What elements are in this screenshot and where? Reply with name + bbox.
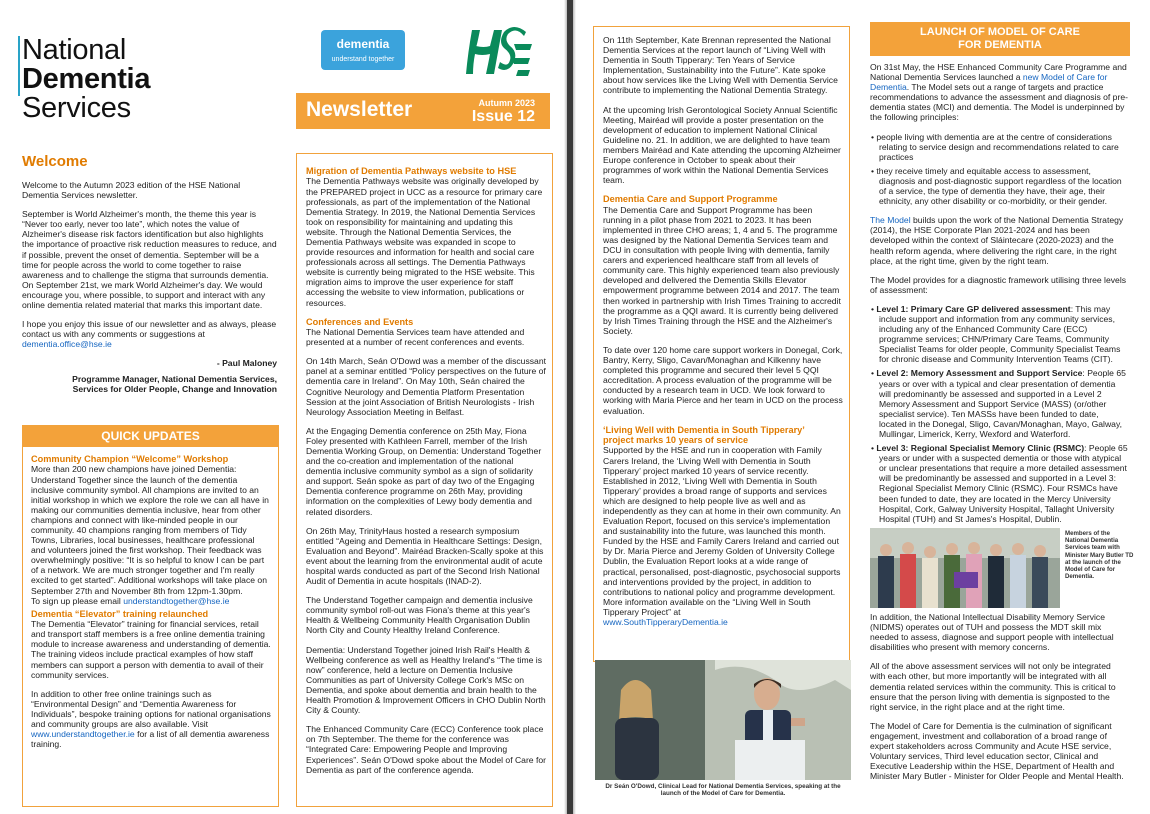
page-fold-shadow [573,0,576,814]
understand-together-email-link[interactable]: understandtogether@hse.ie [123,595,230,606]
logo-line-3: Services [22,92,131,124]
report-launch-text: On 11th September, Kate Brennan represented the National Dementia Services at the report launch of “Living Well with Dementia in South Tipperary: Ten Years of Service Implementation, Sustainability into the Future”. Kate spoke about how services like the Living Well with Dementia Service contribute to implementing the National Dementia Strategy. [603,35,838,96]
pathways-migration-heading: Migration of Dementia Pathways website to HSE [306,166,517,176]
model-of-care-title-line-1: LAUNCH OF MODEL OF CARE [920,26,1080,38]
level-1-heading: Level 1: Primary Care GP delivered assessment [876,303,1071,314]
level-2-heading: Level 2: Memory Assessment and Support Service [876,368,1083,379]
signature-name: - Paul Maloney [216,358,277,369]
signature-role-1: Programme Manager, National Dementia Services, [72,373,277,384]
diagnostic-framework-text: The Model provides for a diagnostic framework utilising three levels of assessment: [870,274,1127,295]
care-support-text: The Dementia Care and Support Programme has been running in a pilot phase from 2021 to 2023. It has been implemented in three CHO areas; 1, 4 and 5. The programme was designed by the National Dementia Services team and DCU in consultation with people living with dementia, family carers and experienced healthcare staff from all levels of community care. This highly experienced team also previously developed and delivered the Dementia Skills Elevator empowerment programme between 2014 and 2017. The team then worked in partnership with Irish Times Training to accredit the programme as a QQI award. It is currently being delivered by Irish Times Training through the HSE and the Alzheimer's Society. [603,204,841,336]
edition-label: Autumn 2023 [478,98,535,108]
conferences-paragraph-trinityhaus: On 26th May, TrinityHaus hosted a research symposium entitled “Ageing and Dementia in Healthcare Settings: Design, Evaluation and Beyond”. Mairéad Bracken-Scally spoke at this event about the learning from the environmental audit of acute hospital wards conducted as part of the Second Irish National Audit of Dementia in acute hospitals (INAD-2). [306,525,544,587]
conferences-paragraph-march: On 14th March, Seán O'Dowd was a member of the discussant panel at a seminar entitled “Policy perspectives on the future of dementia care in Ireland”. On May 10th, Seán chaired the Cognitive Neurology and Dementia Platform Presentation Session at the joint Association of British Neurologists - Irish Neurology Association Meeting in Belfast. [306,356,546,417]
newsletter-page-2 [573,0,1150,814]
model-of-care-title [870,22,1130,56]
team-photo-illustration [870,528,1060,608]
quick-updates-body [31,454,271,758]
conferences-intro-text: The National Dementia Services team have attended and presented at a number of recent conferences and events. [306,327,525,348]
newsletter-title: Newsletter [306,98,413,121]
other-trainings-text: In addition to other free online trainings such as “Environmental Design” and “Dementia Awareness for Individuals”, bespoke training options for national organisations and community groups are also available. Visit [31,688,271,729]
level-2-bullet: • Level 2: Memory Assessment and Support Service: People 65 years or over with a typical and clear presentation of dementia will predominantly be assessed and supported in a Level 2 Memory Assessment and Support Service (MASS) (or/other specialist service). Ten MASSs have been funded to date, located in the Donegal, Sligo, Cavan/Monaghan, Mayo, Galway, Mullingar, Limerick, Kerry, Wexford and Waterford. [871,368,1126,439]
level-3-text: : People 65 years or under with a suspected dementia or those with atypical or unclear presentations that require a more detailed assessment will be predominantly be assessed and supported in a Level 3: Regional Specialist Memory Clinic (RSMC). Four RSMCs have been funded to date, they are located in the Mercy University Hospital, Cork, Galway University Hospital, Tallaght University Hospital (TUH) and St James's Hospital, Dublin. [879,443,1128,524]
welcome-paragraph-1: Welcome to the Autumn 2023 edition of the HSE National Dementia Services newsletter. [22,180,241,201]
home-care-workers-text: To date over 120 home care support workers in Donegal, Cork, Bantry, Kerry, Sligo, Cavan/Monaghan and Kilkenny have completed this programme and secured their level 5 QQI accreditation. A process evaluation of the programme will be conducted by a research team in UCD. We look forward to working with Maria Pierce and her team in UCD on the process evaluation. [603,344,843,416]
level-2-text: : People 65 years or over with a typical and clear presentation of dementia will predominantly be assessed and supported in a Level 2 Memory Assessment and Support Service (MASS) (or/other specialist service). Ten MASSs have been funded to date, located in the Donegal, Sligo, Cavan/Monaghan, Mayo, Galway, Mullingar, Limerick, Kerry, Wexford and Waterford. [879,368,1126,439]
signup-text: To sign up please email [31,595,121,606]
quick-updates-title: QUICK UPDATES [23,426,278,447]
champion-workshop-heading: Community Champion “Welcome” Workshop [31,454,229,464]
model-builds-text: builds upon the work of the National Dementia Strategy (2014), the HSE Corporate Plan 2021-2024 and has been developed within the context of Sláintecare (2020-2023) and the health reform agenda, where delivering the right care, in the right place, at the right time, given by the right team. [870,215,1124,266]
speaker-photo-illustration [595,660,851,780]
model-launch-text-cont: . The Model sets out a range of targets and practice recommendations to advance the assessment and diagnosis of pre-dementia states (MCI) and dementia. The Model is underpinned by the following principles: [870,82,1128,123]
welcome-paragraph-2: September is World Alzheimer's month, the theme this year is “Never too early, never too late”, which notes the value of Alzheimer's disease risk factors identification but also highlights the importance of proactive risk reduction measures to reduce, and if possible, prevent the onset of dementia. September will be a time for people across the world to come together to raise awareness and to challenge the stigma that surrounds dementia. On September 21st, we mark World Alzheimer's day. We would encourage you, where possible, to support and interact with any online dementia related material that marks this important date. [22,209,277,311]
dementia-understand-together-logo [321,30,405,70]
level-3-heading: Level 3: Regional Specialist Memory Clinic (RSMC) [876,443,1085,454]
principle-bullet-1: • people living with dementia are at the centre of considerations relating to service design and recommendations related to care practices [871,131,1119,162]
logo-tagline: understand together [331,56,395,63]
champion-workshop-text: More than 200 new champions have joined Dementia: Understand Together since the launch of the dementia inclusive community symbol. All champions are invited to an initial workshop in which we explore the role we can all have in making our communities dementia inclusive, hear from other champions and connect with like-minded people in our community. 40 champions ranging from members of Tidy Towns, Libraries, local businesses, healthcare professional and volunteers joined the first workshop. Their feedback was overwhelmingly positive: “It is so helpful to know I can be part of a network. We are much stronger together and I'm really excited to get started”. Additional workshops will take place on September 27th and November 8th from 12pm-1.30pm. [31,464,269,596]
understand-together-url-link[interactable]: www.understandtogether.ie [31,729,135,740]
south-tipperary-link[interactable]: www.SouthTipperaryDementia.ie [603,617,728,627]
other-trainings-tail: for a list of all dementia awareness training. [31,729,270,750]
logo-accent-bar [18,36,30,96]
conferences-paragraph-irish-rail: Dementia: Understand Together joined Irish Rail's Health & Wellbeing conference as well as Healthy Ireland's “The time is now” conference, held a lecture on Dementia Inclusive Communities as part of University College Cork's MSc on Dementia, and spoke about dementia and brain health to the Health Promotion & Improvement Officers in CHO Dublin North City & County. [306,644,546,716]
principle-bullet-2-text: they receive timely and equitable access to assessment, diagnosis and post-diagnostic support regardless of the location of a service, the type of dementia they have, their age, their ethnicity, any other disability or co-morbidity, or their gender. [876,165,1122,207]
conferences-paragraph-engaging: At the Engaging Dementia conference on 25th May, Fiona Foley presented with Kathleen Farrell, member of the Irish Dementia Working Group, on Dementia: Understand Together and the co-creation and implementation of the national dementia inclusive community symbol as a sign of solidarity and support. Seán spoke as part of day two of the Engaging Dementia conference programme on 26th May, providing information on the complexities of Lewy body dementia and related disorders. [306,425,542,517]
living-well-heading-line-1: ‘Living Well with Dementia in South Tipperary’ [603,424,805,435]
elevator-training-heading: Dementia “Elevator” training relaunched [31,608,209,619]
team-photo [870,528,1060,608]
logo-line-1: National [22,34,126,66]
level-1-text: : This may include support and information from any community services, including any of the Enhanced Community Care (ECC) programme services; CHN/Primary Care Teams, Community Specialist Teams for older people, Community Specialist Teams for chronic disease and Community Intervention Teams (CIT). [879,303,1121,365]
quick-updates-box [22,425,279,807]
page2-left-body [603,35,843,627]
conferences-paragraph-ecc: The Enhanced Community Care (ECC) Conference took place on 7th September. The theme for the conference was “Integrated Care: Empowering People and Improving Experiences”. Seán O'Dowd spoke about the Model of Care for Dementia as part of the conference agenda. [306,724,547,775]
dementia-pathways-conferences-box [296,153,553,807]
hse-logo [458,22,534,82]
middle-column-body [306,166,546,784]
national-dementia-services-logo [22,36,210,136]
care-support-heading: Dementia Care and Support Programme [603,194,778,205]
conferences-events-heading: Conferences and Events [306,316,414,327]
signature-role-2: Services for Older People, Change and Innovation [72,383,277,394]
model-launch-text: On 31st May, the HSE Enhanced Community Care Programme and National Dementia Services launched a [870,62,1127,83]
welcome-section [22,180,277,394]
integration-text: All of the above assessment services will not only be integrated with each other, but more importantly will be integrated with all dementia related services within the community. This is critical to ensure that the person living with dementia is signposted to the right service, in the right place and at the right time. [870,661,1116,712]
gerontological-meeting-text: At the upcoming Irish Gerontological Society Annual Scientific Meeting, Mairéad will provide a poster presentation on the development of education to implement National Clinical Guideline no. 21. In addition, we are delighted to have team members Mairéad and Kate attending the upcoming Alzheimer Europe conference in October to speak about their programmes of work within the National Dementia Services team. [603,104,841,186]
welcome-paragraph-3: I hope you enjoy this issue of our newsletter and as always, please contact us with any comments or suggestions at [22,319,277,340]
living-well-text: Supported by the HSE and run in cooperation with Family Carers Ireland, the ‘Living Well with Dementia in South Tipperary’ project marked 10 years of service recently. Established in 2012, ‘Living Well with Dementia in South Tipperary’ provides a broad range of supports and services which are designed to help people live as well and as independently as they can at home in their own community. An Evaluation Report, focused on this service's implementation and sustainability into the future, was launched this month. Funded by the HSE and Family Carers Ireland and carried out by Dr. Maria Pierce and Jeremy Golden of University College Dublin, the Evaluation Report looks at a wide range of practical, personalised, post-diagnostic, psychosocial supports and interventions provided by the project, in addition to contributions to national policy and programme development. More information available on the “Living Well in South Tipperary Project” at [603,445,841,617]
model-of-care-body [870,62,1128,533]
nidms-text: In addition, the National Intellectual Disability Memory Service (NIDMS) operates out of TUH and possess the MDT skill mix needed to assess, diagnose and support people with intellectual disabilities who present with memory concerns. [870,612,1114,653]
team-photo-caption: Members of the National Dementia Services team with Minister Mary Butler TD at the launch of the Model of Care for Dementia. [1065,530,1134,581]
newsletter-masthead [296,93,550,129]
model-of-care-conclusion [870,612,1128,781]
pathways-migration-text: The Dementia Pathways website was originally developed by the PREPARED project in UCC as a resource for primary care professionals, as part of the implementation of the National Dementia Strategy. In 2019, the National Dementia Services took on responsibility for maintaining and updating this website. Through the National Dementia Services, the Dementia Pathways website was expanded in scope to provide resources and information for health and social care professionals across all settings. The Dementia Pathways website is currently being migrated to the HSE website. This migration aims to improve the user experience for staff accessing the website to view information, publications or resources. [306,176,543,308]
welcome-email-link[interactable]: dementia.office@hse.ie [22,339,112,350]
model-of-care-title-line-2: FOR DEMENTIA [958,39,1042,51]
welcome-heading: Welcome [22,153,88,170]
living-well-heading-line-2: project marks 10 years of service [603,435,749,445]
care-support-box [593,26,850,662]
speaker-photo-caption: Dr Seán O'Dowd, Clinical Lead for National Dementia Services, speaking at the launch of the Model of Care for Dementia. [605,783,841,798]
logo-line-2: Dementia [22,63,151,95]
speaker-photo [595,660,851,780]
new-model-of-care-link[interactable]: new Model of Care for Dementia [870,72,1108,93]
conferences-paragraph-campaign: The Understand Together campaign and dementia inclusive community symbol roll-out was Fiona's theme at this year's Health & Wellbeing Community Health Organisation Dublin North City and County Healthy Ireland Conference. [306,595,533,636]
level-3-bullet: • Level 3: Regional Specialist Memory Clinic (RSMC): People 65 years or under with a suspected dementia or those with atypical or unclear presentations that require a more detailed assessment will be predominantly be assessed and supported in a Level 3: Regional Specialist Memory Clinic (RSMC). Four RSMCs have been funded to date, they are located in the Mercy University Hospital, Cork, Galway University Hospital, Tallaght University Hospital (TUH) and St James's Hospital, Dublin. [871,443,1128,524]
issue-label: Issue 12 [471,108,535,125]
the-model-link[interactable]: The Model [870,215,911,226]
level-1-bullet: • Level 1: Primary Care GP delivered assessment: This may include support and information from any community services, including any of the Enhanced Community Care (ECC) programme services; CHN/Primary Care Teams, Community Specialist Teams for older people, Community Specialist Teams for chronic disease and Community Intervention Teams (CIT). [871,303,1121,365]
culmination-text: The Model of Care for Dementia is the culmination of significant engagement, investment and collaboration of a broad range of expert stakeholders across Community and Acute HSE service, Voluntary services, Third level education sector, Clinical and Executive Leadership within the HSE, Department of Health and Minister Mary Butler - Minister for Older People and Mental Health. [870,720,1124,782]
hse-logo-text: HSE [494,80,498,81]
principle-bullet-2: • they receive timely and equitable access to assessment, diagnosis and post-diagnostic support regardless of the location of a service, the type of dementia they have, their age, their ethnicity, any other disability or co-morbidity, or their gender. [871,165,1122,207]
principle-bullet-1-text: people living with dementia are at the centre of considerations relating to service design and recommendations related to care practices [876,131,1119,162]
elevator-training-text: The Dementia “Elevator” training for financial services, retail and transport staff members is a free online dementia training module to increase awareness and understanding of dementia. The training videos include practical examples of how staff members can support a person with dementia to avail of their community services. [31,619,271,680]
logo-word: dementia [336,37,390,51]
newsletter-page-1 [0,0,567,814]
